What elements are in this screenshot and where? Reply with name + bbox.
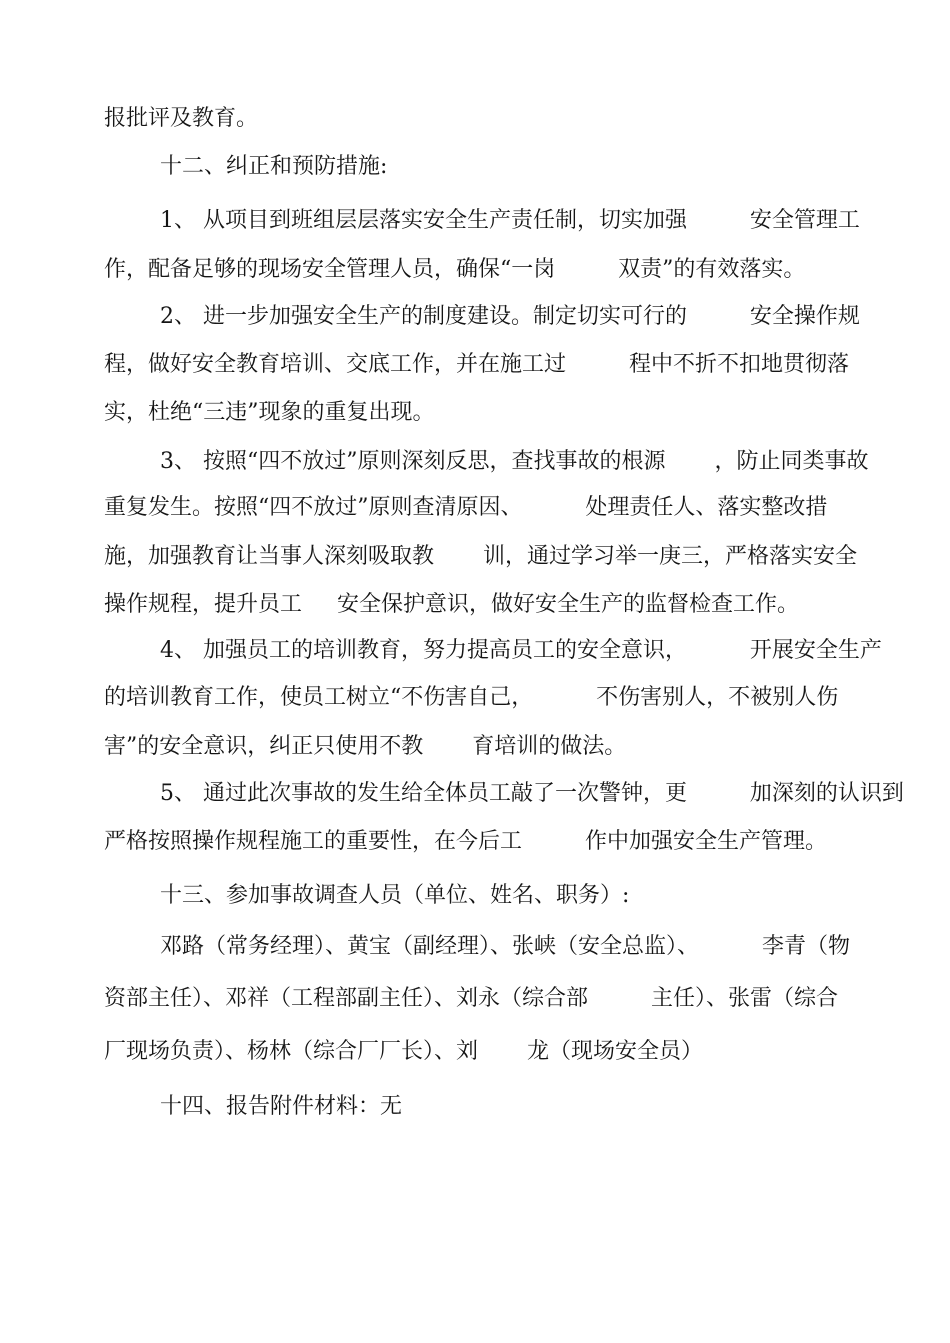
investigators-line-3: 厂现场负责）、杨林（综合厂厂长）、刘 龙（现场安全员）: [104, 1039, 703, 1064]
measure-4-line-2: 的培训教育工作，使员工树立“不伤害自己， 不伤害别人，不被别人伤: [104, 685, 839, 710]
investigators-line-2: 资部主任）、邓祥（工程部副主任）、刘永（综合部 主任）、张雷（综合: [104, 986, 838, 1011]
measure-1-line-1: 1、 从项目到班组层层落实安全生产责任制，切实加强 安全管理工: [160, 208, 860, 233]
section-12-heading: 十二、纠正和预防措施:: [160, 154, 388, 179]
measure-4-line-1: 4、 加强员工的培训教育，努力提高员工的安全意识， 开展安全生产: [160, 638, 882, 663]
measure-2-line-3: 实，杜绝“三违”现象的重复出现。: [104, 400, 435, 425]
measure-2-line-2: 程，做好安全教育培训、交底工作，并在施工过 程中不折不扣地贯彻落: [104, 352, 849, 377]
measure-3-line-1: 3、 按照“四不放过”原则深刻反思，查找事故的根源 ，防止同类事故: [160, 449, 869, 474]
measure-5-line-2: 严格按照操作规程施工的重要性，在今后工 作中加强安全生产管理。: [104, 829, 827, 854]
measure-3-line-3: 施，加强教育让当事人深刻吸取教 训，通过学习举一庚三，严格落实安全: [104, 544, 857, 569]
investigators-line-1: 邓路（常务经理）、黄宝（副经理）、张峡（安全总监）、 李青（物: [160, 934, 850, 959]
measure-3-line-4: 操作规程，提升员工 安全保护意识，做好安全生产的监督检查工作。: [104, 592, 799, 617]
text-line-1: 报批评及教育。: [104, 106, 259, 131]
section-14-heading: 十四、报告附件材料：无: [160, 1094, 403, 1119]
measure-5-line-1: 5、 通过此次事故的发生给全体员工敲了一次警钟，更 加深刻的认识到: [160, 781, 904, 806]
measure-4-line-3: 害”的安全意识，纠正只使用不教 育培训的做法。: [104, 734, 627, 759]
section-13-heading: 十三、参加事故调查人员（单位、姓名、职务）:: [160, 883, 630, 908]
measure-3-line-2: 重复发生。按照“四不放过”原则查清原因、 处理责任人、落实整改措: [104, 495, 828, 520]
measure-1-line-2: 作，配备足够的现场安全管理人员，确保“一岗 双责”的有效落实。: [104, 257, 806, 282]
measure-2-line-1: 2、 进一步加强安全生产的制度建设。制定切实可行的 安全操作规: [160, 304, 860, 329]
